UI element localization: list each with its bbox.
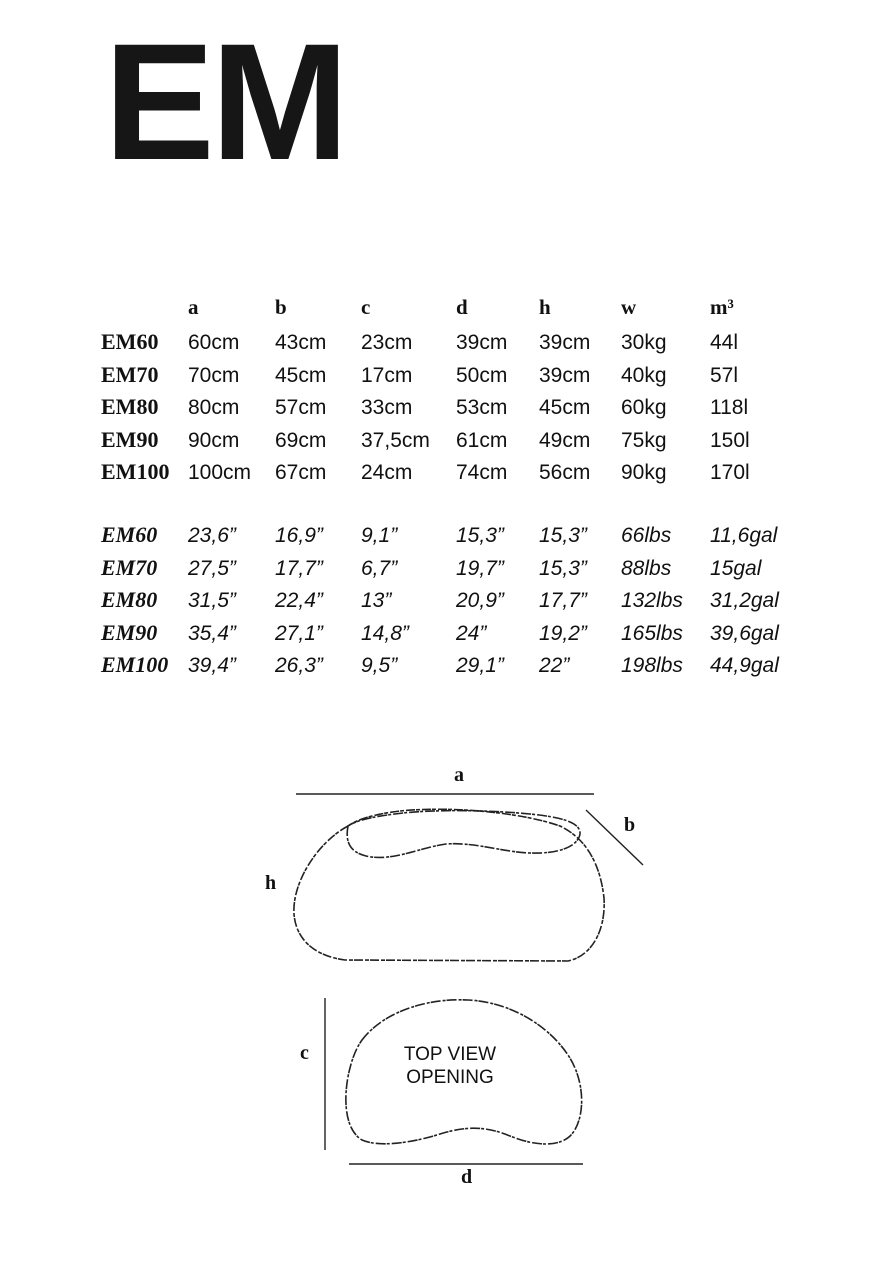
metric-cell: 61cm	[456, 429, 508, 452]
page-title: EM	[104, 10, 345, 195]
metric-cell: 39cm	[539, 331, 591, 354]
metric-cell: 170l	[710, 461, 750, 484]
imperial-cell: 22”	[539, 654, 570, 677]
imperial-cell: 23,6”	[188, 524, 236, 547]
metric-cell: 75kg	[621, 429, 667, 452]
metric-row-label: EM80	[101, 394, 159, 419]
metric-cell: 17cm	[361, 364, 413, 387]
column-header: b	[275, 295, 287, 319]
column-header: d	[456, 295, 468, 319]
metric-cell: 60kg	[621, 396, 667, 419]
imperial-cell: 16,9”	[275, 524, 323, 547]
imperial-cell: 198lbs	[621, 654, 683, 677]
imperial-cell: 27,5”	[188, 557, 236, 580]
imperial-cell: 132lbs	[621, 589, 683, 612]
metric-row-label: EM60	[101, 329, 159, 354]
top-view-caption-line1: TOP VIEW	[403, 1044, 497, 1065]
metric-cell: 100cm	[188, 461, 252, 484]
imperial-cell: 66lbs	[621, 524, 672, 547]
metric-cell: 150l	[710, 429, 750, 452]
imperial-cell: 6,7”	[361, 557, 398, 580]
imperial-cell: 22,4”	[275, 589, 323, 612]
dimension-label-b: b	[624, 814, 636, 836]
column-header: h	[539, 295, 551, 319]
imperial-cell: 88lbs	[621, 557, 672, 580]
metric-cell: 24cm	[361, 461, 413, 484]
metric-cell: 90cm	[188, 429, 240, 452]
imperial-cell: 15,3”	[456, 524, 504, 547]
imperial-cell: 26,3”	[275, 654, 323, 677]
metric-cell: 53cm	[456, 396, 508, 419]
imperial-cell: 35,4”	[188, 622, 236, 645]
dimension-label-c: c	[300, 1042, 309, 1064]
imperial-cell: 19,2”	[539, 622, 587, 645]
column-header: m³	[710, 295, 734, 319]
metric-cell: 70cm	[188, 364, 240, 387]
imperial-cell: 39,6gal	[710, 622, 779, 645]
metric-cell: 57cm	[275, 396, 327, 419]
metric-cell: 118l	[710, 396, 749, 419]
imperial-cell: 27,1”	[275, 622, 323, 645]
metric-row-label: EM90	[101, 427, 159, 452]
metric-cell: 33cm	[361, 396, 413, 419]
imperial-cell: 44,9gal	[710, 654, 779, 677]
dimension-label-h: h	[265, 872, 277, 894]
metric-cell: 23cm	[361, 331, 413, 354]
imperial-row-label: EM80	[101, 587, 158, 612]
metric-cell: 49cm	[539, 429, 591, 452]
metric-cell: 43cm	[275, 331, 327, 354]
metric-cell: 44l	[710, 331, 739, 354]
metric-row-label: EM70	[101, 362, 159, 387]
imperial-cell: 9,5”	[361, 654, 398, 677]
metric-cell: 45cm	[275, 364, 327, 387]
dimension-label-a: a	[454, 764, 464, 786]
metric-cell: 80cm	[188, 396, 240, 419]
imperial-cell: 15,3”	[539, 557, 587, 580]
metric-cell: 45cm	[539, 396, 591, 419]
metric-cell: 40kg	[621, 364, 667, 387]
top-view-caption-line2: OPENING	[406, 1066, 494, 1088]
column-header: a	[188, 295, 199, 319]
side-view	[294, 794, 643, 961]
metric-cell: 39cm	[456, 331, 508, 354]
side-view-opening	[347, 811, 580, 858]
imperial-row-label: EM60	[101, 522, 158, 547]
imperial-cell: 39,4”	[188, 654, 236, 677]
imperial-row-label: EM100	[101, 652, 169, 677]
metric-cell: 67cm	[275, 461, 327, 484]
imperial-cell: 17,7”	[539, 589, 587, 612]
imperial-row-label: EM90	[101, 620, 158, 645]
metric-cell: 30kg	[621, 331, 667, 354]
column-header: c	[361, 295, 371, 319]
metric-cell: 37,5cm	[361, 429, 430, 452]
imperial-cell: 20,9”	[456, 589, 504, 612]
imperial-cell: 11,6gal	[710, 524, 778, 547]
imperial-cell: 165lbs	[621, 622, 683, 645]
metric-cell: 69cm	[275, 429, 327, 452]
imperial-cell: 31,2gal	[710, 589, 779, 612]
metric-cell: 90kg	[621, 461, 667, 484]
metric-cell: 39cm	[539, 364, 591, 387]
imperial-cell: 9,1”	[361, 524, 398, 547]
column-header: w	[621, 295, 637, 319]
metric-cell: 50cm	[456, 364, 508, 387]
imperial-cell: 17,7”	[275, 557, 323, 580]
imperial-cell: 15,3”	[539, 524, 587, 547]
imperial-cell: 15gal	[710, 557, 762, 580]
imperial-cell: 13”	[361, 589, 392, 612]
imperial-cell: 31,5”	[188, 589, 236, 612]
metric-cell: 57l	[710, 364, 739, 387]
imperial-cell: 29,1”	[456, 654, 504, 677]
imperial-cell: 14,8”	[361, 622, 409, 645]
dimension-label-d: d	[461, 1166, 473, 1188]
metric-cell: 74cm	[456, 461, 508, 484]
metric-row-label: EM100	[101, 459, 170, 484]
metric-cell: 56cm	[539, 461, 591, 484]
imperial-row-label: EM70	[101, 555, 158, 580]
side-view-outline	[294, 809, 604, 961]
imperial-cell: 24”	[456, 622, 487, 645]
top-view-caption	[380, 1044, 520, 1090]
metric-cell: 60cm	[188, 331, 240, 354]
imperial-cell: 19,7”	[456, 557, 504, 580]
